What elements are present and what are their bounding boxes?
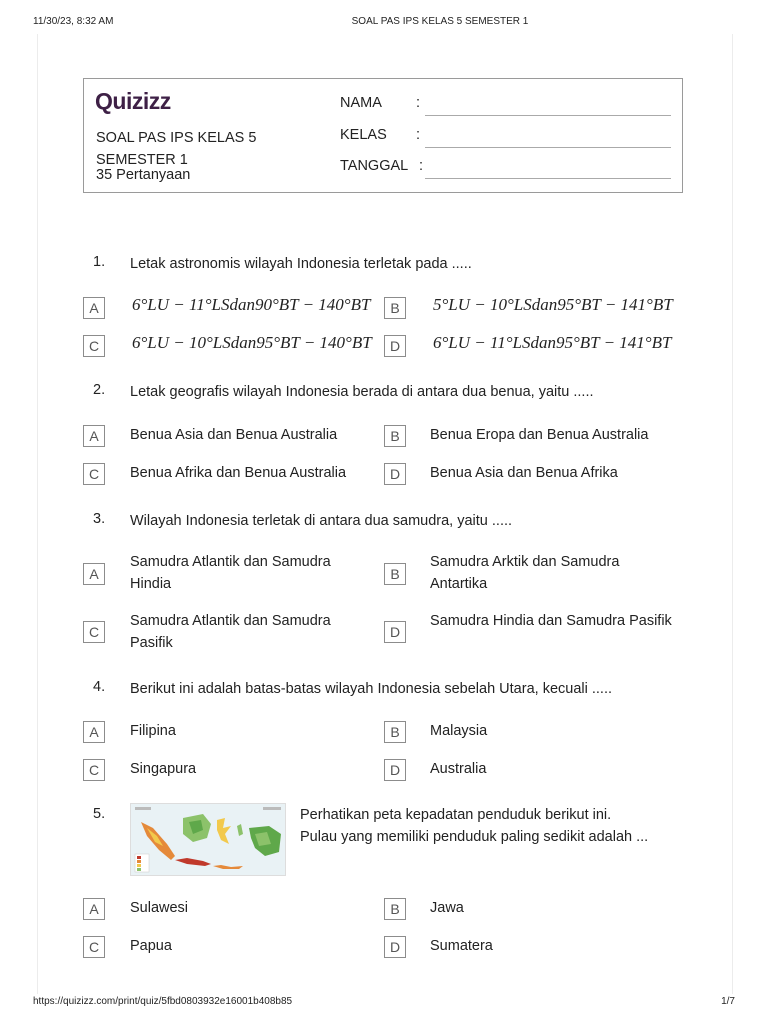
option-b-text: Malaysia [430, 723, 488, 739]
question-number: 4. [93, 679, 106, 695]
class-input-line[interactable] [425, 129, 671, 148]
quiz-header-box [83, 78, 683, 193]
option-d-box[interactable]: D [384, 463, 406, 485]
option-c-text: Benua Afrika dan Benua Australia [130, 465, 347, 481]
question-number: 2. [93, 382, 106, 398]
question-text: Letak astronomis wilayah Indonesia terletak pada ..... [130, 256, 472, 272]
date-label: TANGGAL [340, 158, 409, 174]
name-colon: : [416, 95, 421, 111]
option-c-text: Singapura [130, 761, 197, 777]
class-label: KELAS [340, 127, 387, 143]
option-a-box[interactable]: A [83, 425, 105, 447]
option-b-text: Jawa [430, 900, 464, 916]
option-a-box[interactable]: A [83, 563, 105, 585]
option-c-text: Samudra Atlantik dan Samudra Pasifik [130, 613, 331, 651]
print-datetime: 11/30/23, 8:32 AM [33, 16, 114, 27]
option-a-text: Sulawesi [130, 900, 189, 916]
option-b-text: Benua Eropa dan Benua Australia [430, 427, 649, 443]
print-url[interactable]: https://quizizz.com/print/quiz/5fbd0803932e16001b408b85 [33, 996, 293, 1007]
option-c-box[interactable]: C [83, 621, 105, 643]
option-a-text: 6°LU − 11°LSdan90°BT − 140°BT [132, 295, 371, 314]
question-number: 3. [93, 511, 106, 527]
option-c-box[interactable]: C [83, 759, 105, 781]
option-d-box[interactable]: D [384, 759, 406, 781]
question-text-line2: Pulau yang memiliki penduduk paling sedikit adalah ... [300, 829, 649, 845]
option-a-box[interactable]: A [83, 898, 105, 920]
option-b-box[interactable]: B [384, 898, 406, 920]
option-d-box[interactable]: D [384, 335, 406, 357]
option-a-box[interactable]: A [83, 297, 105, 319]
question-number: 5. [93, 806, 106, 822]
name-label: NAMA [340, 95, 382, 111]
name-input-line[interactable] [425, 97, 671, 116]
svg-text:Quizizz: Quizizz [95, 88, 171, 114]
print-doc-title: SOAL PAS IPS KELAS 5 SEMESTER 1 [351, 16, 529, 27]
option-d-text: Samudra Hindia dan Samudra Pasifik [430, 613, 672, 629]
population-density-map-image [130, 803, 286, 876]
quiz-title: SOAL PAS IPS KELAS 5 SEMESTER 1 [96, 130, 257, 168]
question-text: Berikut ini adalah batas-batas wilayah Indonesia sebelah Utara, kecuali ..... [130, 681, 613, 697]
option-c-text: 6°LU − 10°LSdan95°BT − 140°BT [132, 333, 372, 352]
option-d-box[interactable]: D [384, 936, 406, 958]
question-text-line1: Perhatikan peta kepadatan penduduk berikut ini. [300, 807, 612, 823]
option-d-text: 6°LU − 11°LSdan95°BT − 141°BT [433, 333, 672, 352]
date-colon: : [419, 158, 424, 174]
option-d-text: Sumatera [430, 938, 493, 954]
option-d-text: Benua Asia dan Benua Afrika [430, 465, 618, 481]
option-a-text: Benua Asia dan Benua Australia [130, 427, 338, 443]
option-d-text: Australia [430, 761, 487, 777]
option-b-box[interactable]: B [384, 297, 406, 319]
option-c-text: Papua [130, 938, 172, 954]
question-count: 35 Pertanyaan [96, 167, 191, 183]
question-text: Letak geografis wilayah Indonesia berada di antara dua benua, yaitu ..... [130, 384, 594, 400]
option-b-text: Samudra Arktik dan Samudra Antartika [430, 554, 620, 592]
class-colon: : [416, 127, 421, 143]
date-input-line[interactable] [425, 160, 671, 179]
option-b-box[interactable]: B [384, 721, 406, 743]
option-b-box[interactable]: B [384, 425, 406, 447]
option-c-box[interactable]: C [83, 463, 105, 485]
option-b-text: 5°LU − 10°LSdan95°BT − 141°BT [433, 295, 673, 314]
quizizz-logo [95, 88, 185, 114]
option-c-box[interactable]: C [83, 335, 105, 357]
option-c-box[interactable]: C [83, 936, 105, 958]
option-a-text: Filipina [130, 723, 176, 739]
question-number: 1. [93, 254, 106, 270]
print-page-number: 1/7 [721, 996, 735, 1007]
option-a-box[interactable]: A [83, 721, 105, 743]
question-text: Wilayah Indonesia terletak di antara dua samudra, yaitu ..... [130, 513, 513, 529]
option-a-text: Samudra Atlantik dan Samudra Hindia [130, 554, 331, 592]
option-d-box[interactable]: D [384, 621, 406, 643]
option-b-box[interactable]: B [384, 563, 406, 585]
